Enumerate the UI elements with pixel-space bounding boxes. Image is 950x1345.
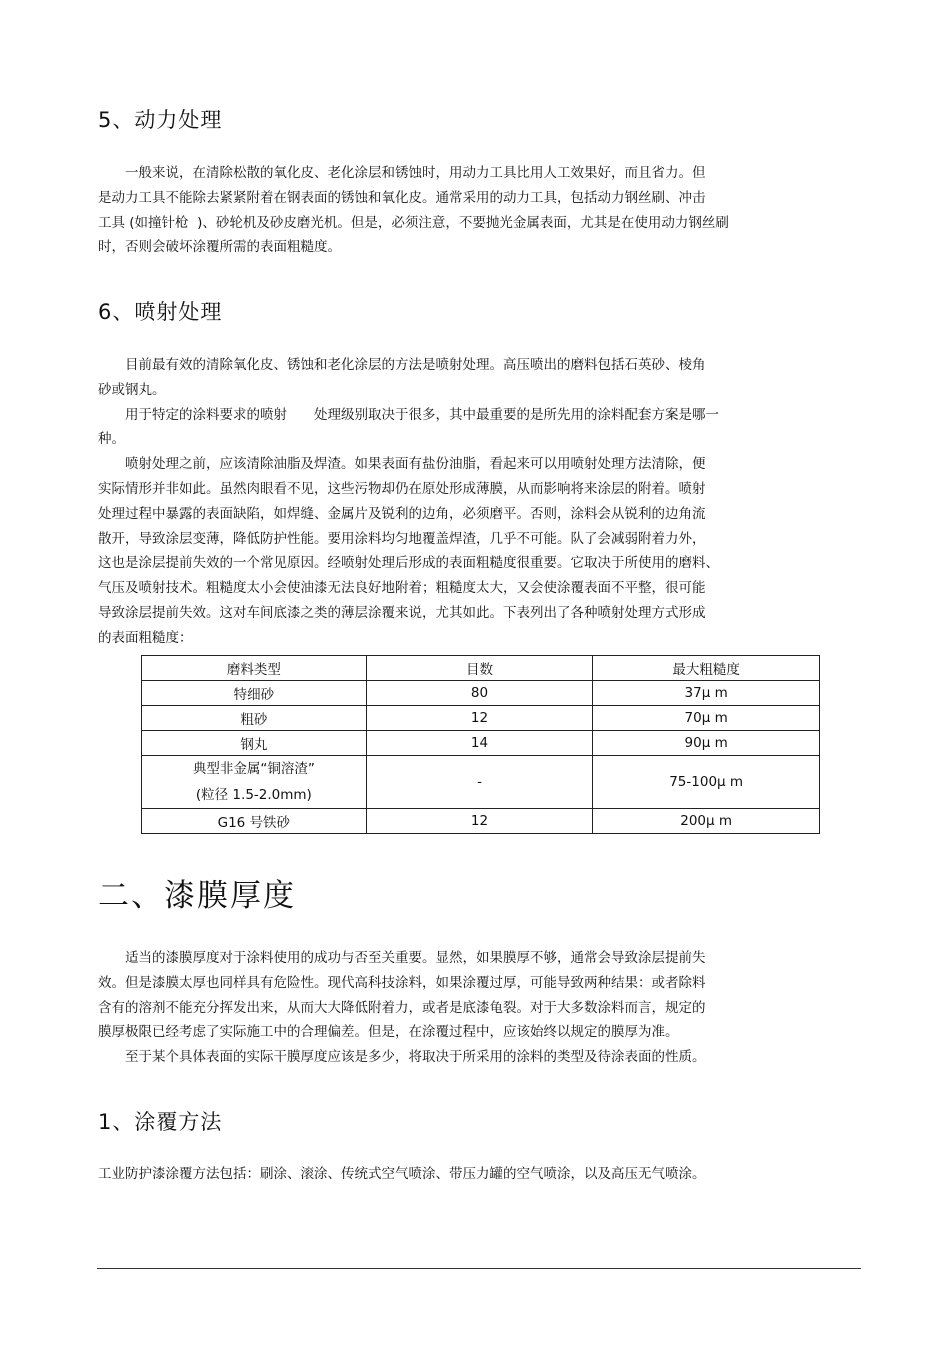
cell-roughness: 70μ m <box>593 706 820 731</box>
cell-mesh: 14 <box>366 731 593 756</box>
roughness-table <box>141 655 820 834</box>
text-line: 工具 (如撞针枪 )、砂轮机及砂皮磨光机。但是，必须注意，不要抛光金属表面，尤其是在使用动力钢丝刷 <box>98 214 729 231</box>
cell-roughness: 75-100μ m <box>593 756 820 809</box>
text-line: 处理过程中暴露的表面缺陷，如焊缝、金属片及锐利的边角，必须磨平。否则，涂料会从锐利的边角流 <box>98 505 706 522</box>
cell-abrasive-sub: (粒径 1.5-2.0mm) <box>195 787 312 803</box>
cell-abrasive-main: 典型非金属“铜溶渣” <box>192 761 315 777</box>
cell-mesh: 12 <box>366 706 593 731</box>
table-row <box>142 706 820 731</box>
text-line: 目前最有效的清除氧化皮、锈蚀和老化涂层的方法是喷射处理。高压喷出的磨料包括石英砂、棱角 <box>98 357 706 373</box>
text-line: 这也是涂层提前失效的一个常见原因。经喷射处理后形成的表面粗糙度很重要。它取决于所使用的磨料、 <box>98 555 719 572</box>
cell-roughness: 90μ m <box>593 731 820 756</box>
section-title-blast-treatment: 6、喷射处理 <box>98 300 223 324</box>
table-row <box>142 809 820 834</box>
text-line: 效。但是漆膜太厚也同样具有危险性。现代高科技涂料，如果涂覆过厚，可能导致两种结果：或者除料 <box>98 974 706 991</box>
cell-roughness: 37μ m <box>593 681 820 706</box>
paragraph-power-treatment <box>98 161 798 260</box>
text-line: 气压及喷射技术。粗糙度太小会使油漆无法良好地附着；粗糙度太大，又会使涂覆表面不平整，很可能 <box>98 580 706 597</box>
text-line: 导致涂层提前失效。这对车间底漆之类的薄层涂覆来说，尤其如此。下表列出了各种喷射处理方式形成 <box>98 604 706 621</box>
text-line: 一般来说，在清除松散的氧化皮、老化涂层和锈蚀时，用动力工具比用人工效果好，而且省力。但 <box>98 165 706 181</box>
text-line: 是动力工具不能除去紧紧附着在钢表面的锈蚀和氧化皮。通常采用的动力工具，包括动力钢丝刷、冲击 <box>98 189 706 206</box>
paragraph-blast-treatment <box>98 353 798 651</box>
cell-abrasive: 特细砂 <box>142 681 367 706</box>
table-header-row <box>142 656 820 681</box>
text-line: 砂或钢丸。 <box>98 381 166 398</box>
paragraph-film-thickness <box>98 946 798 1070</box>
cell-abrasive: G16 号铁砂 <box>142 809 367 834</box>
text-line: 膜厚极限已经考虑了实际施工中的合理偏差。但是，在涂覆过程中，应该始终以规定的膜厚为准。 <box>98 1024 679 1041</box>
text-line: 散开，导致涂层变薄，降低防护性能。要用涂料均匀地覆盖焊渣，几乎不可能。队了会减弱附着力外， <box>98 530 706 547</box>
header-max-roughness: 最大粗糙度 <box>593 656 820 681</box>
header-mesh: 目数 <box>366 656 593 681</box>
text-line: 用于特定的涂料要求的喷射 处理级别取决于很多，其中最重要的是所先用的涂料配套方案是哪一 <box>98 406 719 423</box>
section-title-coating-methods: 1、涂覆方法 <box>98 1110 223 1134</box>
table-row <box>142 756 820 809</box>
cell-abrasive: 钢丸 <box>142 731 367 756</box>
text-line: 至于某个具体表面的实际干膜厚度应该是多少，将取决于所采用的涂料的类型及待涂表面的性质。 <box>98 1049 706 1066</box>
cell-abrasive <box>142 756 367 809</box>
cell-mesh: 12 <box>366 809 593 834</box>
chapter-title-film-thickness: 二、漆膜厚度 <box>98 878 296 914</box>
text-line: 喷射处理之前，应该清除油脂及焊渣。如果表面有盐份油脂，看起来可以用喷射处理方法清除，便 <box>98 456 706 473</box>
cell-mesh: 80 <box>366 681 593 706</box>
text-line: 种。 <box>98 431 125 448</box>
header-abrasive-type: 磨料类型 <box>142 656 367 681</box>
text-line: 实际情形并非如此。虽然肉眼看不见，这些污物却仍在原处形成薄膜，从而影响将来涂层的附着。喷射 <box>98 480 706 497</box>
table-row <box>142 731 820 756</box>
section-title-power-treatment: 5、动力处理 <box>98 108 223 132</box>
text-line: 工业防护漆涂覆方法包括：刷涂、滚涂、传统式空气喷涂、带压力罐的空气喷涂，以及高压无气喷涂。 <box>98 1166 706 1182</box>
cell-abrasive: 粗砂 <box>142 706 367 731</box>
text-line: 含有的溶剂不能充分挥发出来，从而大大降低附着力，或者是底漆龟裂。对于大多数涂料而言，规定的 <box>98 999 706 1016</box>
text-line: 的表面粗糙度： <box>98 629 193 646</box>
table-row <box>142 681 820 706</box>
text-line: 适当的漆膜厚度对于涂料使用的成功与否至关重要。显然，如果膜厚不够，通常会导致涂层提前失 <box>98 950 706 966</box>
text-line: 时，否则会破坏涂覆所需的表面粗糙度。 <box>98 239 341 256</box>
footer-divider <box>97 1268 861 1269</box>
cell-roughness: 200μ m <box>593 809 820 834</box>
cell-mesh: - <box>366 756 593 809</box>
paragraph-coating-methods <box>98 1162 798 1187</box>
